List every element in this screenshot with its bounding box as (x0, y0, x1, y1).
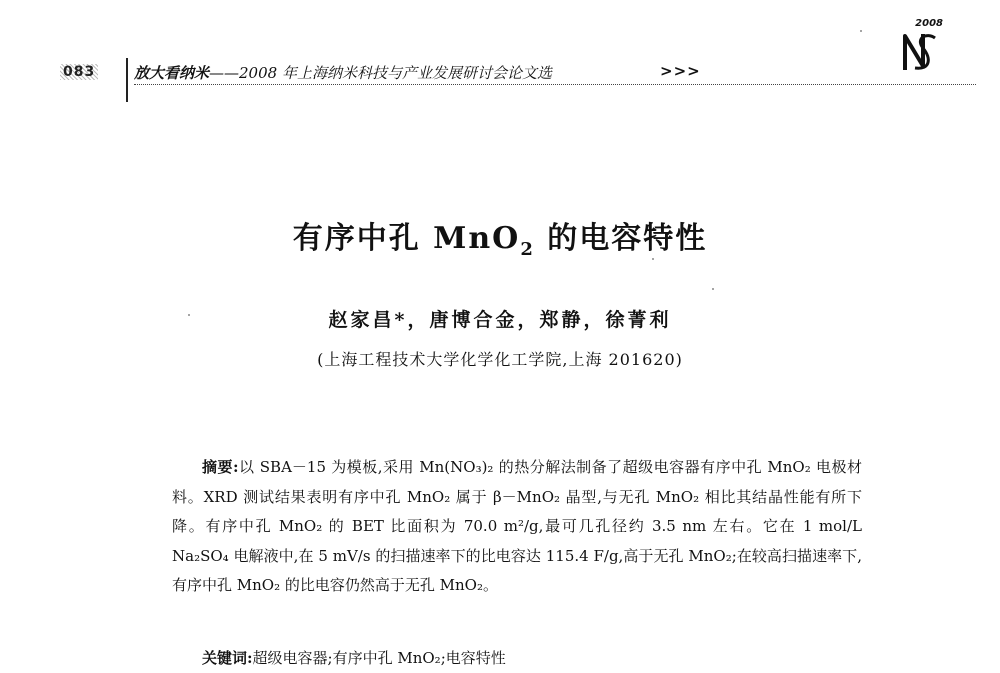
scan-speck (860, 30, 862, 32)
conference-logo (893, 18, 943, 74)
proceedings-title: 2008 年上海纳米科技与产业发展研讨会论文选 (239, 64, 552, 82)
running-header (60, 58, 975, 88)
header-divider (126, 58, 128, 102)
title-main: 有序中孔 MnO (292, 221, 521, 256)
scan-speck (188, 314, 190, 316)
title-rest: 的电容特性 (534, 221, 708, 256)
header-title (134, 62, 552, 83)
header-rule (134, 84, 976, 85)
header-arrows: >>> (660, 62, 701, 80)
abstract (172, 453, 862, 601)
keywords (172, 645, 862, 671)
title-subscript: 2 (520, 239, 535, 260)
page-number: 083 (60, 64, 98, 80)
abstract-label: 摘要: (202, 458, 239, 476)
scan-speck (652, 258, 654, 260)
authors: 赵家昌*，唐博合金，郑静，徐菁利 (328, 309, 672, 331)
keywords-text: 超级电容器;有序中孔 MnO₂;电容特性 (252, 649, 506, 667)
scan-speck (712, 288, 714, 290)
abstract-text: 以 SBA－15 为模板,采用 Mn(NO₃)₂ 的热分解法制备了超级电容器有序中孔 MnO₂ 电极材料。XRD 测试结果表明有序中孔 MnO₂ 属于 β－MnO₂ 晶型,与无孔 MnO₂ 相比其结晶性能有所下降。有序中孔 MnO₂ 的 BET 比面积为 70.0 m²/g,最可几孔径约 3.5 nm 左右。它在 1 mol/L Na₂SO₄ 电解液中,在 5 mV/s 的扫描速率下的比电容达 115.4 F/g,高于无孔 MnO₂;在较高扫描速率下,有序中孔 MnO₂ 的比电容仍然高于无孔 MnO₂。 (172, 458, 862, 594)
series-title: 放大看纳米 (134, 64, 210, 82)
logo-year: 2008 (915, 18, 943, 29)
ns-logo-icon (901, 32, 937, 72)
paper-title (0, 213, 1000, 260)
affiliation: (上海工程技术大学化学化工学院,上海 201620) (317, 350, 683, 369)
header-separator: —— (209, 64, 240, 82)
keywords-label: 关键词: (202, 649, 253, 667)
